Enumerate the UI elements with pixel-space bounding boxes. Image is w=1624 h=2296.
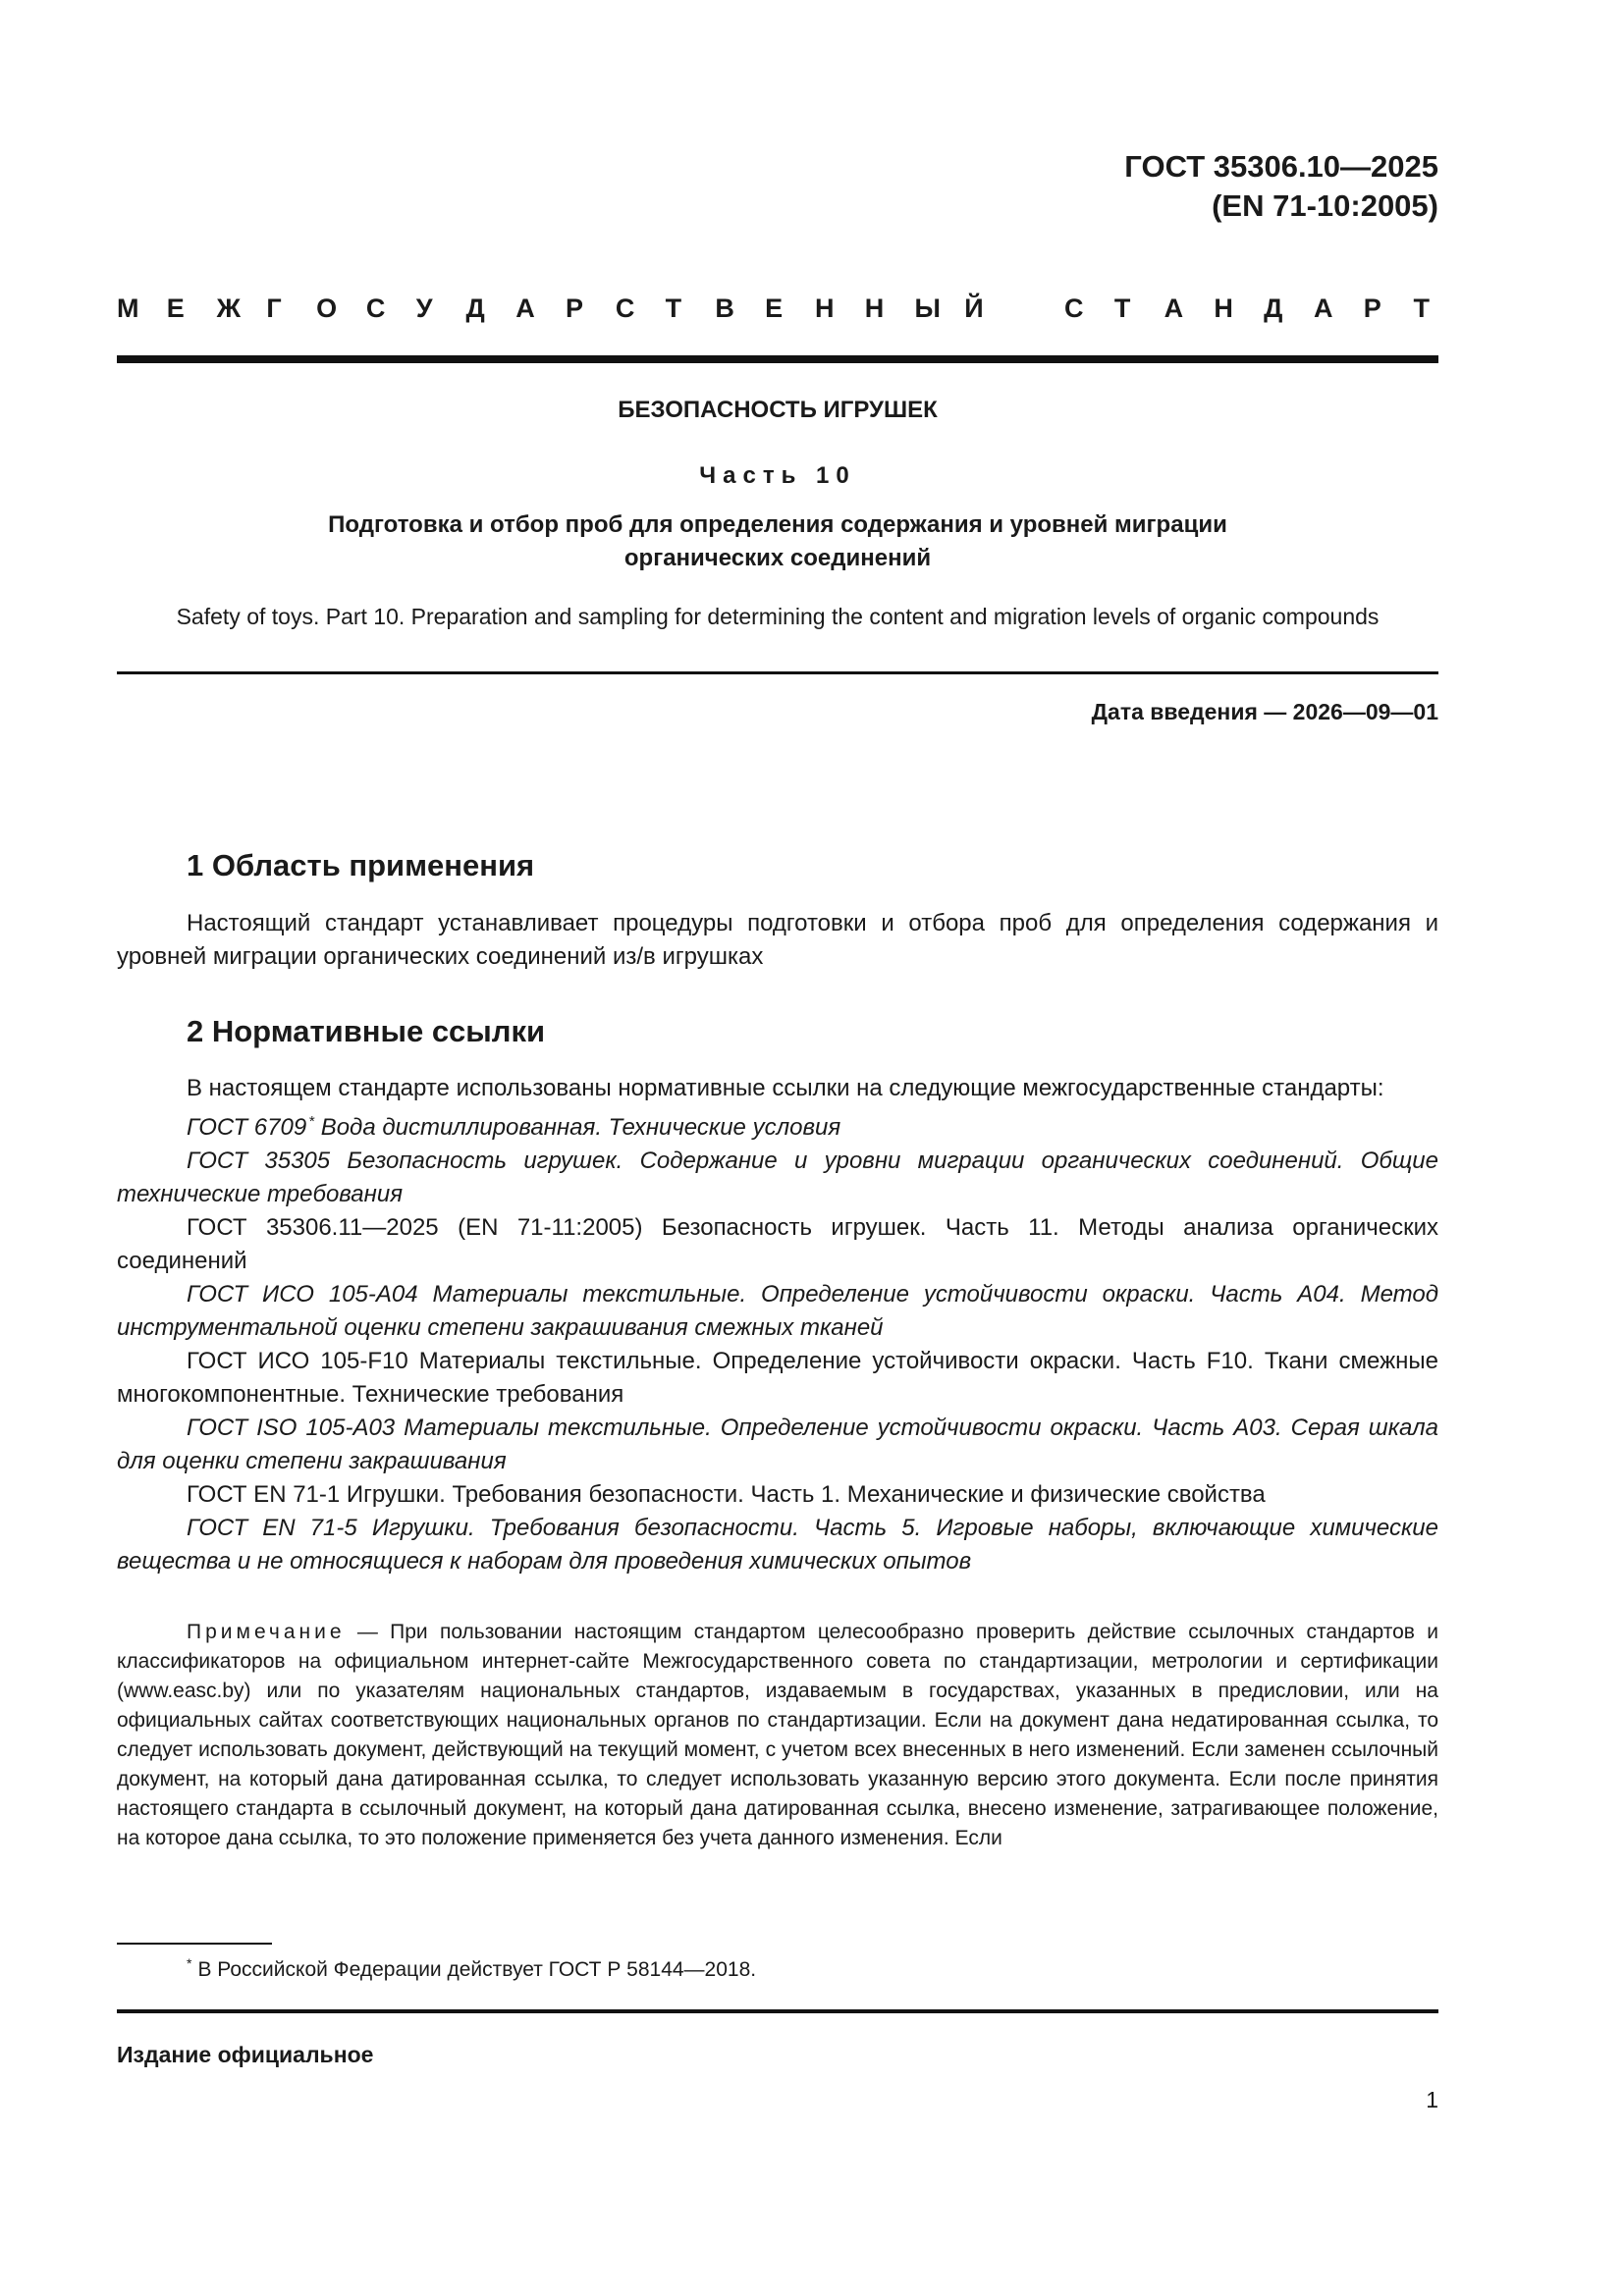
header-letter: А xyxy=(1164,294,1184,323)
header-word-1 xyxy=(117,291,1064,326)
footnote xyxy=(187,1949,756,1985)
header-letter: С xyxy=(365,294,386,323)
standard-number: ГОСТ 35306.10—2025 xyxy=(1124,149,1438,184)
reference-iso-105-a04: ГОСТ ИСО 105-A04 Материалы текстильные. Определение устойчивости окраски. Часть A04. Метод инструментальной оценки степени закрашивания смежных тканей xyxy=(117,1281,1438,1341)
header-letter: Е xyxy=(765,294,784,323)
footnote-marker: * xyxy=(308,1113,315,1130)
header-letter: Е xyxy=(166,294,185,323)
note-label: Примечание xyxy=(187,1621,346,1643)
header-letter: А xyxy=(515,294,535,323)
reference-iso-105-f10: ГОСТ ИСО 105-F10 Материалы текстильные. Определение устойчивости окраски. Часть F10. Ткани смежные многокомпонентные. Технические требования xyxy=(117,1348,1438,1408)
footnote-mark: * xyxy=(187,1955,192,1971)
footer-rule xyxy=(117,2009,1438,2013)
footnote-separator xyxy=(117,1943,272,1945)
header-letter: Д xyxy=(1264,294,1283,323)
header-letter: Г xyxy=(266,294,282,323)
document-page xyxy=(117,0,1438,2296)
header-letter: Р xyxy=(1363,294,1381,323)
reference-en-71-1: ГОСТ EN 71-1 Игрушки. Требования безопасности. Часть 1. Механические и физические свойства xyxy=(187,1481,1266,1508)
header-letter: Д xyxy=(465,294,485,323)
header-letter: Т xyxy=(1113,294,1131,323)
reference-iso-105-a03: ГОСТ ISO 105-A03 Материалы текстильные. Определение устойчивости окраски. Часть A03. Серая шкала для оценки степени закрашивания xyxy=(117,1415,1438,1474)
interstate-standard-header xyxy=(117,291,1438,326)
official-edition-label: Издание официальное xyxy=(117,2042,374,2067)
header-letter: В xyxy=(715,294,734,323)
header-letter: М xyxy=(117,294,139,323)
document-title: БЕЗОПАСНОСТЬ ИГРУШЕК xyxy=(618,397,938,423)
header-letter: Р xyxy=(566,294,584,323)
header-letter: А xyxy=(1313,294,1333,323)
header-letter: Ж xyxy=(216,294,241,323)
header-letter: Й xyxy=(964,294,984,323)
introduction-date: Дата введения — 2026—09—01 xyxy=(1091,699,1438,724)
title-rule xyxy=(117,671,1438,674)
reference-gost-35306-11: ГОСТ 35306.11—2025 (EN 71-11:2005) Безопасность игрушек. Часть 11. Методы анализа органических соединений xyxy=(117,1214,1438,1274)
subtitle-line-1: Подготовка и отбор проб для определения содержания и уровней миграции xyxy=(328,511,1227,538)
section-2-heading: 2 Нормативные ссылки xyxy=(187,1014,546,1048)
note-body: — При пользовании настоящим стандартом целесообразно проверить действие ссылочных стандартов и классификаторов на официальном интернет-сайте Межгосударственного совета по стандартизации, метрологии и сертификации (www.easc.by) или по указателям национальных стандартов, издаваемым в государствах, указанных в предисловии, или на официальных сайтах соответствующих национальных органов по стандартизации. Если на документ дана недатированная ссылка, то следует использовать документ, действующий на текущий момент, с учетом всех внесенных в него изменений. Если заменен ссылочный документ, на который дана датированная ссылка, то следует использовать указанную версию этого документа. Если после принятия настоящего стандарта в ссылочный документ, на который дана датированная ссылка, внесено изменение, затрагивающее положение, на которое дана ссылка, то это положение применяется без учета данного изменения. Если xyxy=(117,1621,1438,1849)
reference-title: Вода дистиллированная. Технические условия xyxy=(314,1114,841,1141)
header-letter: С xyxy=(615,294,635,323)
header-rule xyxy=(117,355,1438,363)
document-subtitle xyxy=(117,508,1438,575)
section-2-intro: В настоящем стандарте использованы нормативные ссылки на следующие межгосударственные стандарты: xyxy=(187,1075,1384,1101)
header-letter: О xyxy=(316,294,338,323)
section-1-paragraph: Настоящий стандарт устанавливает процедуры подготовки и отбора проб для определения содержания и уровней миграции органических соединений из/в игрушках xyxy=(117,910,1438,970)
header-letter: Ы xyxy=(914,294,941,323)
section-1-body xyxy=(117,907,1438,974)
reference-code: ГОСТ 6709 xyxy=(187,1114,307,1141)
reference-en-71-5: ГОСТ EN 71-5 Игрушки. Требования безопасности. Часть 5. Игровые наборы, включающие химические вещества и не относящиеся к наборам для проведения химических опытов xyxy=(117,1515,1438,1575)
header-letter: Н xyxy=(864,294,885,323)
section-1-heading: 1 Область применения xyxy=(187,848,535,882)
section-2-body xyxy=(117,1072,1438,1578)
standard-designation xyxy=(1124,147,1438,226)
header-letter: Т xyxy=(1413,294,1431,323)
header-letter: Н xyxy=(814,294,835,323)
header-letter: У xyxy=(415,294,433,323)
reference-gost-35305: ГОСТ 35305 Безопасность игрушек. Содержание и уровни миграции органических соединений. Общие технические требования xyxy=(117,1148,1438,1207)
document-part: Часть 10 xyxy=(699,462,856,489)
standard-en-reference: (EN 71-10:2005) xyxy=(1212,188,1438,223)
english-title: Safety of toys. Part 10. Preparation and sampling for determining the content and migration levels of organic compounds xyxy=(176,604,1380,629)
note-paragraph xyxy=(117,1618,1438,1853)
header-letter: Т xyxy=(665,294,682,323)
header-word-2 xyxy=(1064,291,1430,326)
footnote-text: В Российской Федерации действует ГОСТ Р 58144—2018. xyxy=(197,1958,757,1981)
header-letter: С xyxy=(1064,294,1084,323)
header-letter: Н xyxy=(1214,294,1233,323)
reference-gost-6709 xyxy=(117,1105,1438,1145)
subtitle-line-2: органических соединений xyxy=(623,545,932,571)
page-number: 1 xyxy=(1426,2087,1438,2112)
